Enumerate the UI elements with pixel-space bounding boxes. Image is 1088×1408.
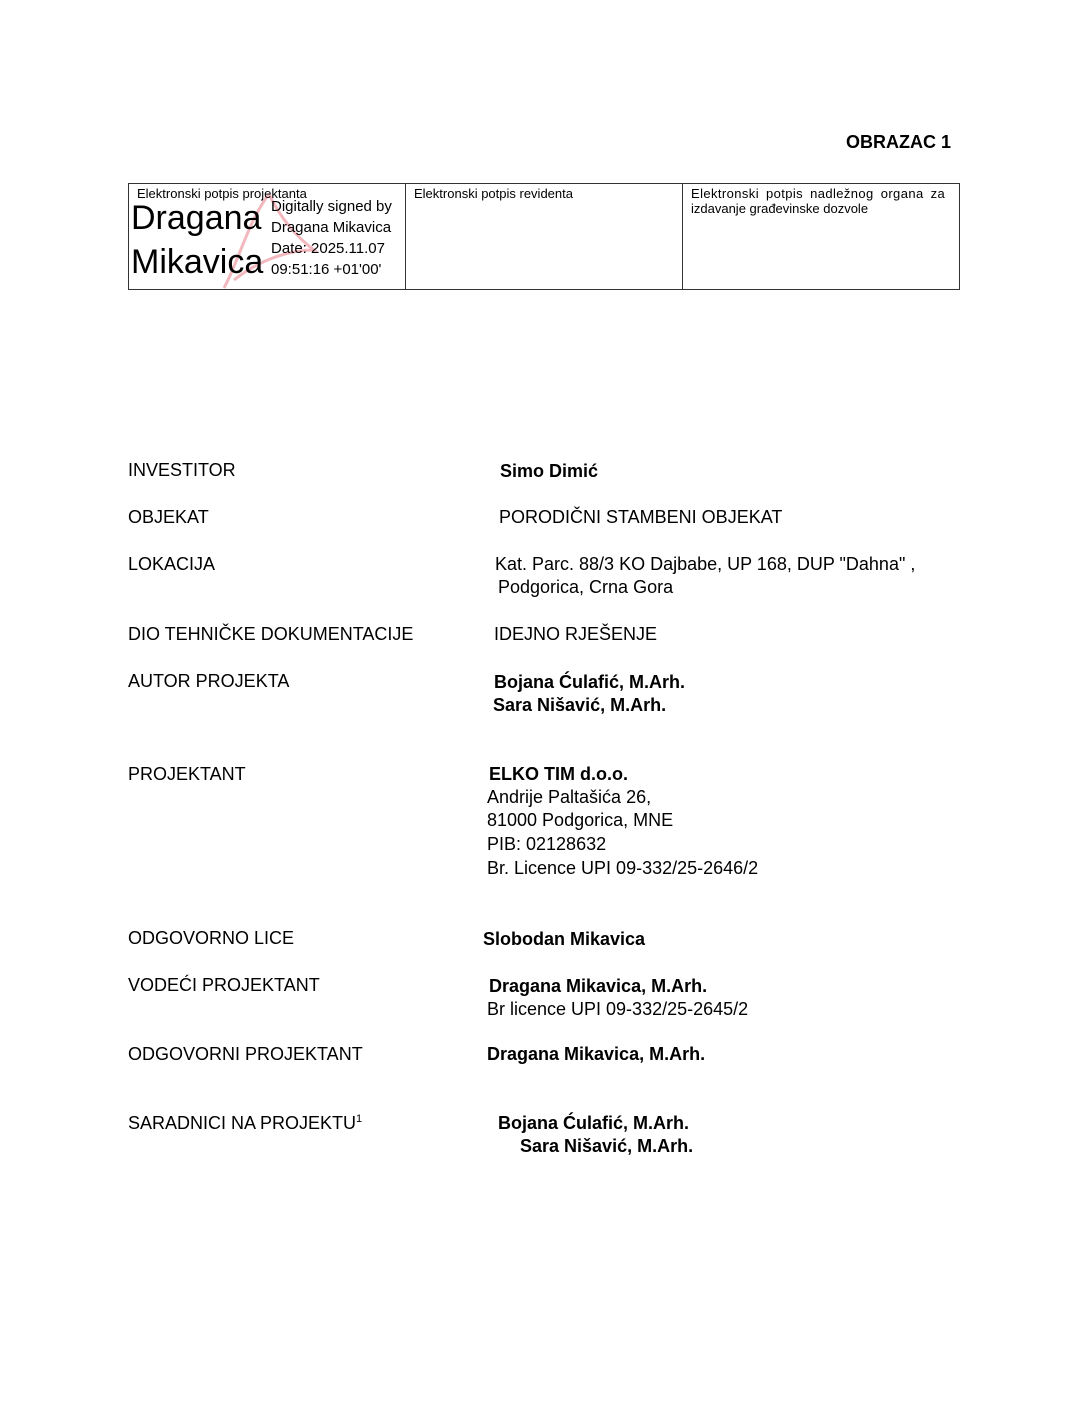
signature-cell-reviewer[interactable] <box>406 184 683 290</box>
value-lokacija-1: Kat. Parc. 88/3 KO Dajbabe, UP 168, DUP "Dahna" , <box>495 554 916 574</box>
label-odgovorno-lice: ODGOVORNO LICE <box>128 928 295 948</box>
form-title: OBRAZAC 1 <box>846 132 952 152</box>
signature-details <box>271 196 392 280</box>
value-autor-2: Sara Nišavić, M.Arh. <box>493 695 667 715</box>
value-vodeci-licence: Br licence UPI 09-332/25-2645/2 <box>487 999 749 1019</box>
value-projektant-name: ELKO TIM d.o.o. <box>489 764 628 784</box>
label-autor: AUTOR PROJEKTA <box>128 671 290 691</box>
signature-time: 09:51:16 +01'00' <box>271 261 382 278</box>
label-vodeci: VODEĆI PROJEKTANT <box>128 975 320 995</box>
signer-last-name: Mikavica <box>131 243 264 281</box>
label-objekat: OBJEKAT <box>128 507 209 527</box>
value-autor-1: Bojana Ćulafić, M.Arh. <box>494 672 686 692</box>
label-saradnici <box>128 1113 362 1134</box>
signature-caption-designer: Elektronski potpis projektanta <box>137 186 307 201</box>
label-projektant: PROJEKTANT <box>128 764 246 784</box>
signature-cell-designer[interactable] <box>129 184 406 290</box>
value-vodeci: Dragana Mikavica, M.Arh. <box>489 976 708 996</box>
label-lokacija: LOKACIJA <box>128 554 216 574</box>
signature-table <box>128 183 960 290</box>
label-odgovorni: ODGOVORNI PROJEKTANT <box>128 1044 363 1064</box>
signature-info-line: Dragana Mikavica <box>271 219 392 236</box>
signature-caption-reviewer: Elektronski potpis revidenta <box>414 186 573 201</box>
value-objekat: PORODIČNI STAMBENI OBJEKAT <box>499 507 783 527</box>
label-investitor: INVESTITOR <box>128 460 236 480</box>
footnote-marker[interactable]: 1 <box>356 1113 363 1125</box>
value-investitor: Simo Dimić <box>500 461 599 481</box>
value-odgovorno-lice: Slobodan Mikavica <box>483 929 646 949</box>
value-saradnici-1: Bojana Ćulafić, M.Arh. <box>498 1113 690 1133</box>
value-projektant-pib: PIB: 02128632 <box>487 834 607 854</box>
signature-info-line: Digitally signed by <box>271 198 392 215</box>
value-projektant-licence: Br. Licence UPI 09-332/25-2646/2 <box>487 858 759 878</box>
signature-caption-authority-2: izdavanje građevinske dozvole <box>691 201 869 216</box>
signature-caption-authority: Elektronski potpis nadležnog organa za <box>691 186 946 201</box>
signature-date: Date: 2025.11.07 <box>271 240 385 257</box>
value-projektant-address2: 81000 Podgorica, MNE <box>487 810 674 830</box>
value-odgovorni: Dragana Mikavica, M.Arh. <box>487 1044 706 1064</box>
label-saradnici-text: SARADNICI NA PROJEKTU <box>128 1113 357 1133</box>
value-saradnici-2: Sara Nišavić, M.Arh. <box>520 1136 694 1156</box>
value-projektant-address1: Andrije Paltašića 26, <box>487 787 652 807</box>
signer-first-name: Dragana <box>131 199 262 237</box>
signature-cell-authority[interactable] <box>683 184 960 290</box>
label-dio: DIO TEHNIČKE DOKUMENTACIJE <box>128 624 414 644</box>
signer-name <box>131 196 263 284</box>
value-lokacija-2: Podgorica, Crna Gora <box>498 577 674 597</box>
value-dio: IDEJNO RJEŠENJE <box>494 624 658 644</box>
